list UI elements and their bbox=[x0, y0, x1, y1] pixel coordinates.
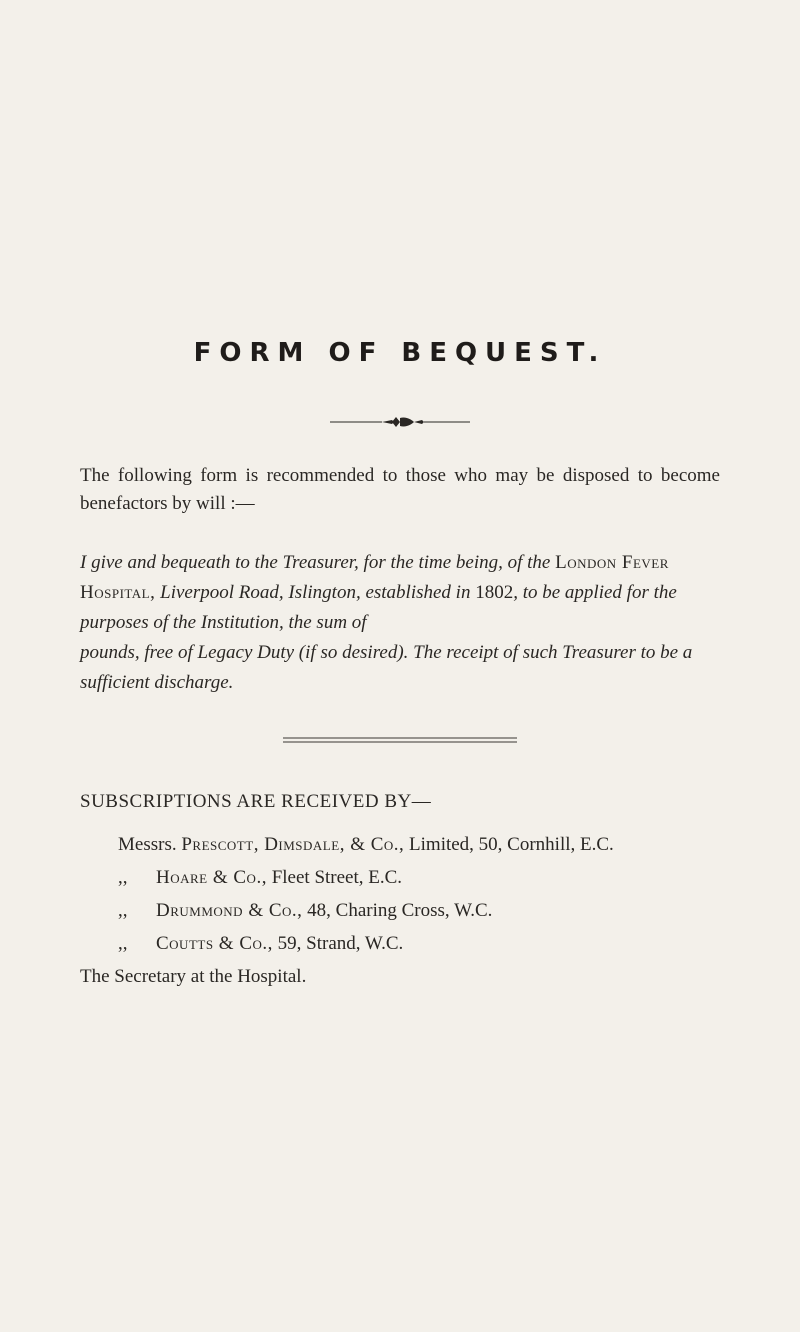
entry-prefix: ,, bbox=[118, 933, 128, 954]
list-item bbox=[80, 828, 760, 861]
bequest-form-text bbox=[80, 548, 722, 698]
bank-name: Drummond & Co., bbox=[156, 900, 303, 921]
bank-name: Hoare & Co., bbox=[156, 867, 267, 888]
subscriptions-heading: SUBSCRIPTIONS ARE RECEIVED BY— bbox=[80, 791, 432, 812]
page-title: FORM OF BEQUEST. bbox=[193, 338, 607, 368]
bank-address: 48, Charing Cross, W.C. bbox=[302, 900, 493, 921]
intro-paragraph: The following form is recommended to those who may be disposed to become benefactors by will :— bbox=[80, 465, 720, 514]
list-item bbox=[80, 927, 760, 960]
ornament-rule-icon bbox=[330, 414, 470, 430]
bequest-text-part2: Liverpool Road, Islington, established in bbox=[155, 582, 476, 603]
bank-address: Limited, 50, Cornhill, E.C. bbox=[404, 834, 614, 855]
entry-prefix: ,, bbox=[118, 900, 128, 921]
section-divider bbox=[283, 735, 517, 745]
list-item-footer: The Secretary at the Hospital. bbox=[80, 966, 307, 987]
list-item bbox=[80, 894, 760, 927]
bequest-text-part1: I give and bequeath to the Treasurer, for the time being, of the bbox=[80, 552, 556, 573]
bank-name: Coutts & Co., bbox=[156, 933, 273, 954]
bequest-year: 1802 bbox=[475, 582, 514, 603]
subscriptions-list bbox=[80, 828, 760, 993]
bequest-text-part4: pounds, free of Legacy Duty (if so desired). The receipt of such Treasurer to be a sufficient discharge. bbox=[80, 642, 693, 693]
entry-prefix: Messrs. bbox=[118, 834, 177, 855]
bank-address: Fleet Street, E.C. bbox=[266, 867, 403, 888]
bank-address: 59, Strand, W.C. bbox=[272, 933, 404, 954]
entry-prefix: ,, bbox=[118, 867, 128, 888]
hospital-name: London Fever Hospital, bbox=[80, 552, 669, 603]
list-item bbox=[80, 861, 760, 894]
bequest-text-part3: , to be applied for the purposes of the Institution, the sum of bbox=[80, 582, 677, 633]
bank-name: Prescott, Dimsdale, & Co., bbox=[181, 834, 405, 855]
